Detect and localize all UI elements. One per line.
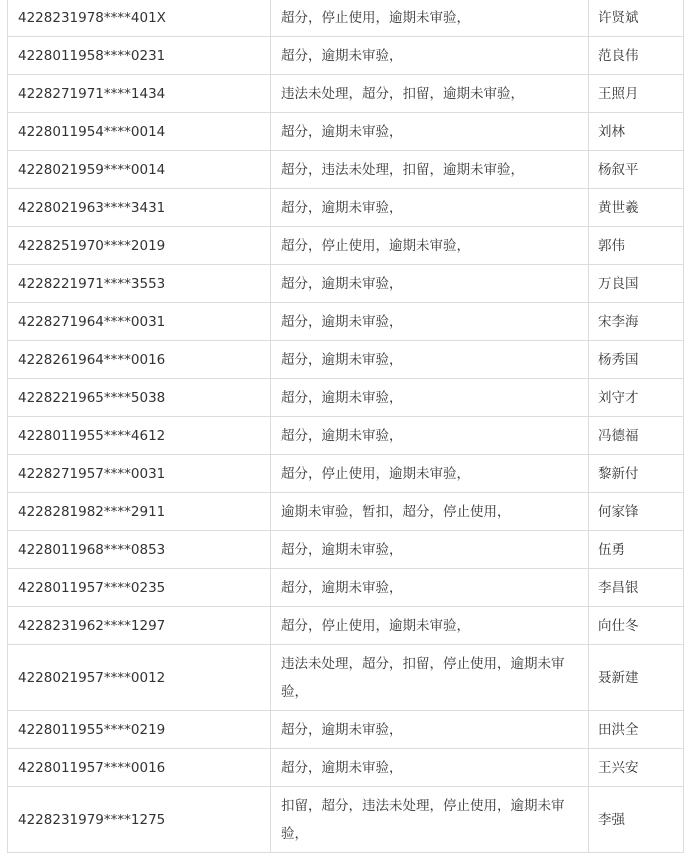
id-number-cell: 4228011955****0219 xyxy=(8,711,271,749)
table-row xyxy=(8,151,684,189)
records-table-body xyxy=(8,0,684,853)
id-number-cell: 4228231979****1275 xyxy=(8,787,271,853)
name-cell: 许贤斌 xyxy=(589,0,684,37)
status-cell: 超分，停止使用，逾期未审验， xyxy=(271,455,589,493)
name-cell: 刘守才 xyxy=(589,379,684,417)
table-row xyxy=(8,607,684,645)
name-cell: 向仕冬 xyxy=(589,607,684,645)
status-cell: 超分，停止使用，逾期未审验， xyxy=(271,227,589,265)
status-cell: 超分，逾期未审验， xyxy=(271,303,589,341)
id-number-cell: 4228281982****2911 xyxy=(8,493,271,531)
table-row xyxy=(8,493,684,531)
name-cell: 万良国 xyxy=(589,265,684,303)
id-number-cell: 4228011955****4612 xyxy=(8,417,271,455)
status-cell: 扣留，超分，违法未处理，停止使用，逾期未审验， xyxy=(271,787,589,853)
id-number-cell: 4228011957****0235 xyxy=(8,569,271,607)
name-cell: 黄世羲 xyxy=(589,189,684,227)
table-row xyxy=(8,455,684,493)
records-table xyxy=(7,0,684,853)
status-cell: 超分，逾期未审验， xyxy=(271,37,589,75)
table-row xyxy=(8,265,684,303)
status-cell: 超分，逾期未审验， xyxy=(271,417,589,455)
table-row xyxy=(8,37,684,75)
id-number-cell: 4228231978****401X xyxy=(8,0,271,37)
table-row xyxy=(8,379,684,417)
table-row xyxy=(8,531,684,569)
table-row xyxy=(8,227,684,265)
status-cell: 违法未处理，超分，扣留，逾期未审验， xyxy=(271,75,589,113)
id-number-cell: 4228011968****0853 xyxy=(8,531,271,569)
id-number-cell: 4228021957****0012 xyxy=(8,645,271,711)
name-cell: 李昌银 xyxy=(589,569,684,607)
status-cell: 超分，逾期未审验， xyxy=(271,189,589,227)
status-cell: 超分，停止使用，逾期未审验， xyxy=(271,607,589,645)
table-row xyxy=(8,75,684,113)
id-number-cell: 4228271964****0031 xyxy=(8,303,271,341)
table-row xyxy=(8,341,684,379)
table-row xyxy=(8,749,684,787)
status-cell: 超分，逾期未审验， xyxy=(271,113,589,151)
records-table-container xyxy=(7,0,683,853)
id-number-cell: 4228021963****3431 xyxy=(8,189,271,227)
status-cell: 逾期未审验，暂扣，超分，停止使用， xyxy=(271,493,589,531)
table-row xyxy=(8,711,684,749)
id-number-cell: 4228271957****0031 xyxy=(8,455,271,493)
status-cell: 超分，违法未处理，扣留，逾期未审验， xyxy=(271,151,589,189)
status-cell: 超分，逾期未审验， xyxy=(271,569,589,607)
status-cell: 违法未处理，超分，扣留，停止使用，逾期未审验， xyxy=(271,645,589,711)
name-cell: 伍勇 xyxy=(589,531,684,569)
id-number-cell: 4228271971****1434 xyxy=(8,75,271,113)
name-cell: 黎新付 xyxy=(589,455,684,493)
status-cell: 超分，逾期未审验， xyxy=(271,531,589,569)
id-number-cell: 4228261964****0016 xyxy=(8,341,271,379)
id-number-cell: 4228011957****0016 xyxy=(8,749,271,787)
status-cell: 超分，逾期未审验， xyxy=(271,749,589,787)
name-cell: 聂新建 xyxy=(589,645,684,711)
status-cell: 超分，逾期未审验， xyxy=(271,341,589,379)
table-row xyxy=(8,417,684,455)
id-number-cell: 4228251970****2019 xyxy=(8,227,271,265)
name-cell: 宋李海 xyxy=(589,303,684,341)
id-number-cell: 4228221971****3553 xyxy=(8,265,271,303)
name-cell: 杨叙平 xyxy=(589,151,684,189)
id-number-cell: 4228011954****0014 xyxy=(8,113,271,151)
name-cell: 刘林 xyxy=(589,113,684,151)
name-cell: 杨秀国 xyxy=(589,341,684,379)
table-row xyxy=(8,645,684,711)
name-cell: 郭伟 xyxy=(589,227,684,265)
id-number-cell: 4228221965****5038 xyxy=(8,379,271,417)
name-cell: 何家锋 xyxy=(589,493,684,531)
id-number-cell: 4228231962****1297 xyxy=(8,607,271,645)
status-cell: 超分，逾期未审验， xyxy=(271,265,589,303)
table-row xyxy=(8,569,684,607)
status-cell: 超分，停止使用，逾期未审验， xyxy=(271,0,589,37)
id-number-cell: 4228011958****0231 xyxy=(8,37,271,75)
table-row xyxy=(8,189,684,227)
status-cell: 超分，逾期未审验， xyxy=(271,379,589,417)
status-cell: 超分，逾期未审验， xyxy=(271,711,589,749)
name-cell: 田洪全 xyxy=(589,711,684,749)
name-cell: 王兴安 xyxy=(589,749,684,787)
table-row xyxy=(8,113,684,151)
name-cell: 王照月 xyxy=(589,75,684,113)
name-cell: 范良伟 xyxy=(589,37,684,75)
table-row xyxy=(8,0,684,37)
id-number-cell: 4228021959****0014 xyxy=(8,151,271,189)
table-row xyxy=(8,787,684,853)
name-cell: 冯德福 xyxy=(589,417,684,455)
table-row xyxy=(8,303,684,341)
name-cell: 李强 xyxy=(589,787,684,853)
